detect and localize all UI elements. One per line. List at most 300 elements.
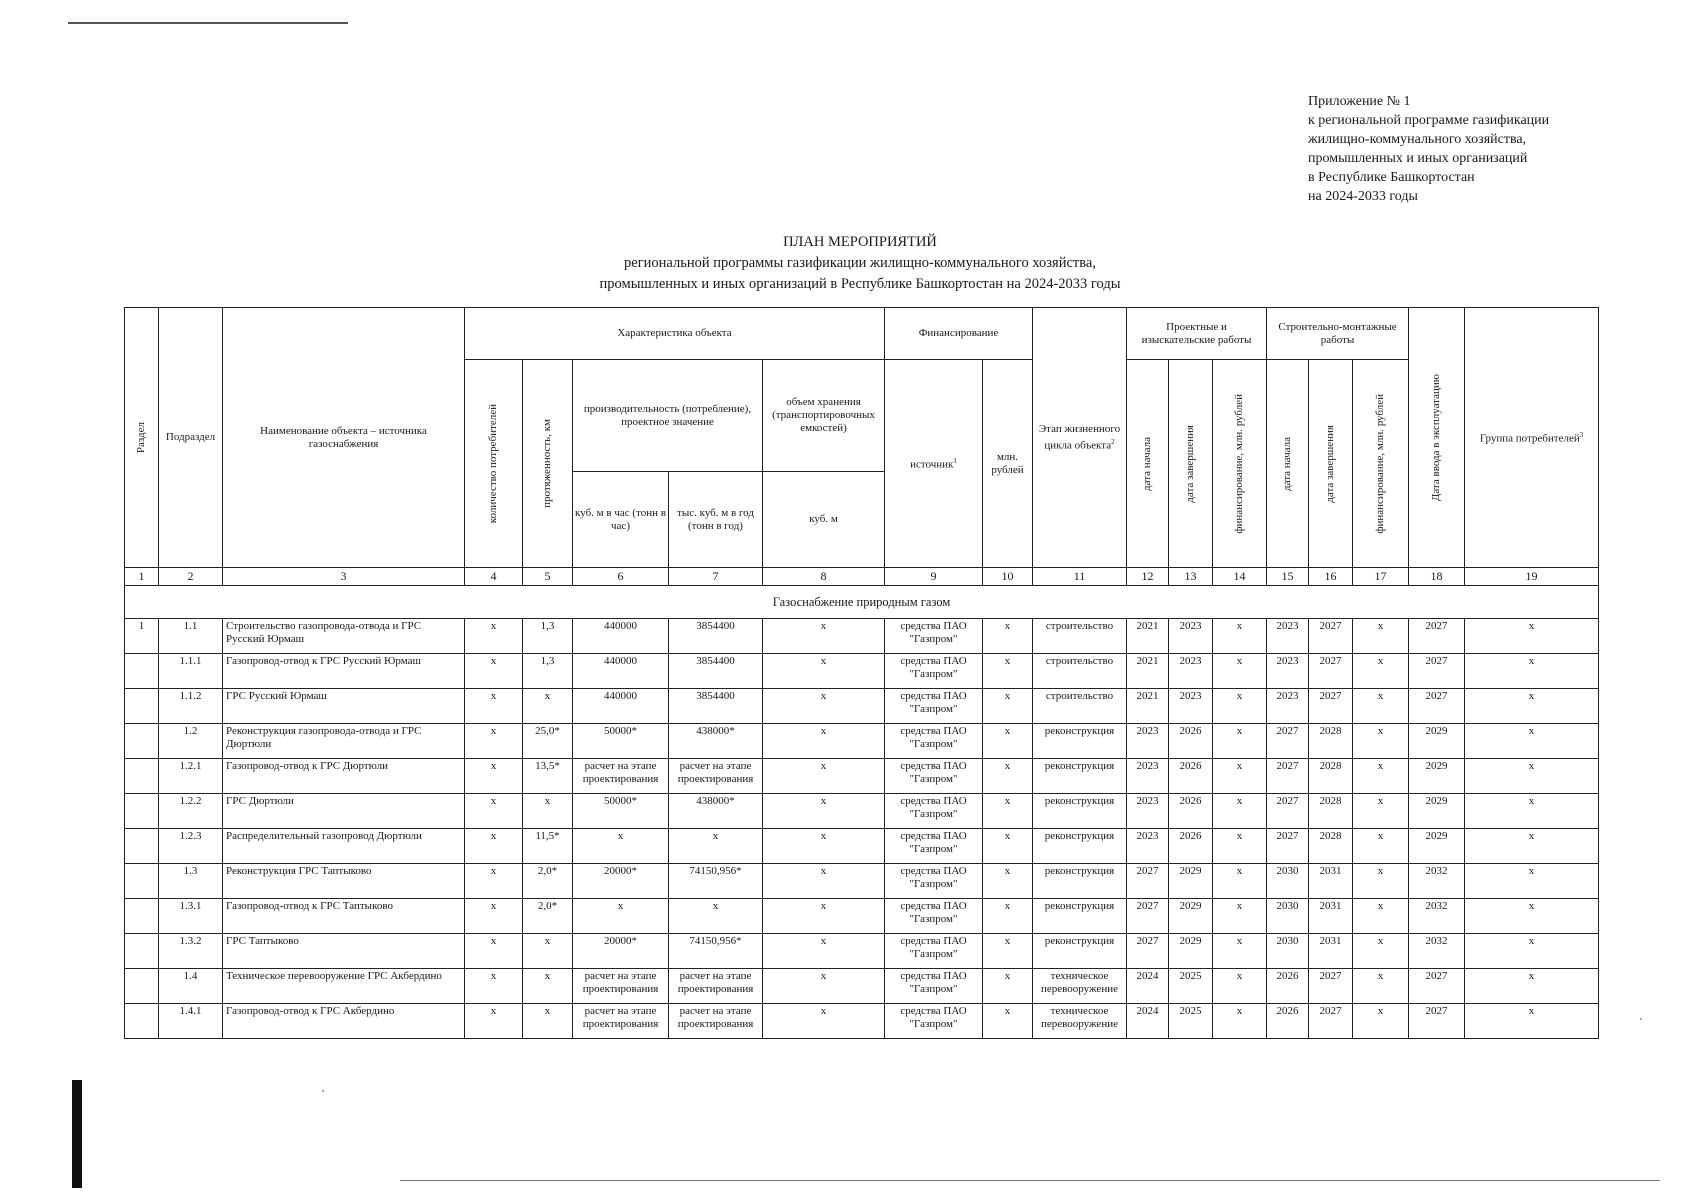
cell-design-financing: x — [1213, 934, 1267, 969]
cell-construction-start: 2026 — [1267, 969, 1309, 1004]
cell-source: средства ПАО "Газпром" — [885, 1004, 983, 1039]
cell-consumers: x — [465, 619, 523, 654]
cell-per-year: 74150,956* — [669, 864, 763, 899]
table-row — [125, 1004, 1599, 1039]
cell-source: средства ПАО "Газпром" — [885, 794, 983, 829]
cell-lifecycle: строительство — [1033, 654, 1127, 689]
header-per-year: тыс. куб. м в год (тонн в год) — [669, 472, 763, 568]
column-number: 2 — [159, 568, 223, 586]
cell-lifecycle: реконструкция — [1033, 759, 1127, 794]
cell-length: 1,3 — [523, 619, 573, 654]
cell-construction-start: 2027 — [1267, 829, 1309, 864]
cell-object-name: Газопровод-отвод к ГРС Русский Юрмаш — [223, 654, 465, 689]
cell-podrazdel: 1.2.3 — [159, 829, 223, 864]
cell-design-financing: x — [1213, 864, 1267, 899]
cell-mln-rub: x — [983, 899, 1033, 934]
cell-construction-start: 2027 — [1267, 724, 1309, 759]
cell-per-year: 74150,956* — [669, 934, 763, 969]
cell-per-hour: 20000* — [573, 934, 669, 969]
column-number: 16 — [1309, 568, 1353, 586]
column-number: 15 — [1267, 568, 1309, 586]
cell-storage: x — [763, 689, 885, 724]
cell-mln-rub: x — [983, 759, 1033, 794]
cell-razdel — [125, 969, 159, 1004]
cell-storage: x — [763, 1004, 885, 1039]
table-row — [125, 899, 1599, 934]
cell-length: 2,0* — [523, 864, 573, 899]
header-construction-works: Строительно-монтажные работы — [1267, 308, 1409, 360]
header-financing: Финансирование — [885, 308, 1033, 360]
header-design-start: дата начала — [1127, 360, 1169, 568]
cell-lifecycle: строительство — [1033, 619, 1127, 654]
cell-construction-financing: x — [1353, 619, 1409, 654]
cell-length: 1,3 — [523, 654, 573, 689]
cell-design-start: 2021 — [1127, 689, 1169, 724]
table-row — [125, 829, 1599, 864]
scan-speck — [1640, 1018, 1642, 1020]
cell-podrazdel: 1.4 — [159, 969, 223, 1004]
cell-storage: x — [763, 619, 885, 654]
column-number: 12 — [1127, 568, 1169, 586]
cell-per-year: 3854400 — [669, 619, 763, 654]
cell-construction-start: 2023 — [1267, 689, 1309, 724]
cell-design-start: 2023 — [1127, 829, 1169, 864]
cell-construction-start: 2030 — [1267, 899, 1309, 934]
header-consumer-group: Группа потребителей$^3$ — [1465, 308, 1599, 568]
cell-consumers: x — [465, 899, 523, 934]
header-podrazdel: Подраздел — [159, 308, 223, 568]
table-row — [125, 654, 1599, 689]
cell-podrazdel: 1.4.1 — [159, 1004, 223, 1039]
column-number: 11 — [1033, 568, 1127, 586]
cell-razdel — [125, 724, 159, 759]
appendix-line: в Республике Башкортостан — [1308, 170, 1475, 185]
cell-per-hour: x — [573, 829, 669, 864]
column-number: 8 — [763, 568, 885, 586]
cell-per-year: 438000* — [669, 794, 763, 829]
cell-consumer-group: x — [1465, 619, 1599, 654]
cell-construction-start: 2030 — [1267, 934, 1309, 969]
cell-per-year: расчет на этапе проектирования — [669, 759, 763, 794]
cell-length: x — [523, 1004, 573, 1039]
cell-object-name: Техническое перевооружение ГРС Акбердино — [223, 969, 465, 1004]
cell-construction-financing: x — [1353, 934, 1409, 969]
cell-design-end: 2026 — [1169, 724, 1213, 759]
table-header — [125, 308, 1599, 586]
cell-razdel — [125, 829, 159, 864]
cell-design-end: 2026 — [1169, 829, 1213, 864]
cell-storage: x — [763, 899, 885, 934]
cell-design-start: 2023 — [1127, 724, 1169, 759]
cell-construction-financing: x — [1353, 689, 1409, 724]
cell-per-year: расчет на этапе проектирования — [669, 969, 763, 1004]
header-characteristics: Характеристика объекта — [465, 308, 885, 360]
cell-lifecycle: техническое перевооружение — [1033, 1004, 1127, 1039]
table-row — [125, 969, 1599, 1004]
cell-razdel — [125, 689, 159, 724]
cell-commissioning: 2029 — [1409, 829, 1465, 864]
cell-object-name: Газопровод-отвод к ГРС Акбердино — [223, 1004, 465, 1039]
cell-design-start: 2024 — [1127, 969, 1169, 1004]
cell-razdel — [125, 654, 159, 689]
cell-object-name: Строительство газопровода-отвода и ГРС Русский Юрмаш — [223, 619, 465, 654]
cell-object-name: Распределительный газопровод Дюртюли — [223, 829, 465, 864]
cell-mln-rub: x — [983, 1004, 1033, 1039]
cell-mln-rub: x — [983, 619, 1033, 654]
cell-per-hour: расчет на этапе проектирования — [573, 759, 669, 794]
cell-commissioning: 2029 — [1409, 794, 1465, 829]
cell-podrazdel: 1.2.2 — [159, 794, 223, 829]
cell-construction-financing: x — [1353, 1004, 1409, 1039]
cell-per-hour: расчет на этапе проектирования — [573, 1004, 669, 1039]
title-line-1: ПЛАН МЕРОПРИЯТИЙ — [783, 234, 937, 250]
cell-construction-financing: x — [1353, 724, 1409, 759]
cell-storage: x — [763, 934, 885, 969]
cell-design-end: 2023 — [1169, 654, 1213, 689]
table-body — [125, 586, 1599, 1039]
cell-length: 11,5* — [523, 829, 573, 864]
title-line-3: промышленных и иных организаций в Республике Башкортостан на 2024-2033 годы — [599, 276, 1121, 292]
cell-commissioning: 2027 — [1409, 689, 1465, 724]
cell-consumer-group: x — [1465, 759, 1599, 794]
section-title: Газоснабжение природным газом — [125, 586, 1599, 619]
cell-per-year: x — [669, 899, 763, 934]
cell-storage: x — [763, 794, 885, 829]
cell-podrazdel: 1.1.2 — [159, 689, 223, 724]
header-lifecycle: Этап жизненного цикла объекта$^2$ — [1033, 308, 1127, 568]
appendix-line: жилищно-коммунального хозяйства, — [1308, 132, 1527, 147]
cell-commissioning: 2027 — [1409, 969, 1465, 1004]
cell-commissioning: 2032 — [1409, 864, 1465, 899]
table-row — [125, 689, 1599, 724]
cell-construction-financing: x — [1353, 829, 1409, 864]
cell-consumers: x — [465, 829, 523, 864]
cell-design-start: 2021 — [1127, 619, 1169, 654]
cell-design-start: 2027 — [1127, 899, 1169, 934]
cell-construction-financing: x — [1353, 759, 1409, 794]
header-per-hour: куб. м в час (тонн в час) — [573, 472, 669, 568]
cell-design-end: 2026 — [1169, 759, 1213, 794]
cell-consumer-group: x — [1465, 654, 1599, 689]
cell-lifecycle: техническое перевооружение — [1033, 969, 1127, 1004]
cell-consumers: x — [465, 654, 523, 689]
cell-mln-rub: x — [983, 934, 1033, 969]
cell-mln-rub: x — [983, 689, 1033, 724]
cell-construction-financing: x — [1353, 794, 1409, 829]
column-number: 18 — [1409, 568, 1465, 586]
cell-podrazdel: 1.3 — [159, 864, 223, 899]
cell-consumer-group: x — [1465, 969, 1599, 1004]
cell-design-financing: x — [1213, 899, 1267, 934]
cell-source: средства ПАО "Газпром" — [885, 724, 983, 759]
cell-construction-financing: x — [1353, 899, 1409, 934]
cell-construction-financing: x — [1353, 864, 1409, 899]
appendix-line: промышленных и иных организаций — [1308, 151, 1528, 166]
column-number: 7 — [669, 568, 763, 586]
cell-source: средства ПАО "Газпром" — [885, 864, 983, 899]
document-title — [450, 232, 1270, 295]
cell-storage: x — [763, 829, 885, 864]
cell-razdel: 1 — [125, 619, 159, 654]
cell-per-hour: 440000 — [573, 619, 669, 654]
cell-lifecycle: реконструкция — [1033, 724, 1127, 759]
cell-podrazdel: 1.3.1 — [159, 899, 223, 934]
cell-length: x — [523, 969, 573, 1004]
appendix-note — [1308, 92, 1608, 206]
cell-per-year: 3854400 — [669, 689, 763, 724]
cell-design-start: 2024 — [1127, 1004, 1169, 1039]
cell-construction-end: 2027 — [1309, 969, 1353, 1004]
column-number: 17 — [1353, 568, 1409, 586]
cell-source: средства ПАО "Газпром" — [885, 969, 983, 1004]
cell-design-end: 2029 — [1169, 934, 1213, 969]
cell-lifecycle: реконструкция — [1033, 829, 1127, 864]
header-storage: объем хранения (транспортировочных емкостей) — [763, 360, 885, 472]
cell-source: средства ПАО "Газпром" — [885, 829, 983, 864]
cell-per-hour: 440000 — [573, 654, 669, 689]
column-number-row — [125, 568, 1599, 586]
cell-consumers: x — [465, 1004, 523, 1039]
cell-per-year: 3854400 — [669, 654, 763, 689]
cell-construction-end: 2027 — [1309, 654, 1353, 689]
cell-design-end: 2023 — [1169, 619, 1213, 654]
header-mln-rub: млн. рублей — [983, 360, 1033, 568]
cell-consumers: x — [465, 864, 523, 899]
appendix-line: Приложение № 1 — [1308, 94, 1411, 109]
cell-consumer-group: x — [1465, 689, 1599, 724]
cell-construction-end: 2031 — [1309, 934, 1353, 969]
cell-construction-start: 2023 — [1267, 654, 1309, 689]
cell-construction-end: 2028 — [1309, 724, 1353, 759]
cell-design-financing: x — [1213, 794, 1267, 829]
cell-design-start: 2027 — [1127, 864, 1169, 899]
cell-design-end: 2029 — [1169, 899, 1213, 934]
column-number: 13 — [1169, 568, 1213, 586]
cell-source: средства ПАО "Газпром" — [885, 689, 983, 724]
cell-design-start: 2023 — [1127, 794, 1169, 829]
cell-storage: x — [763, 724, 885, 759]
cell-construction-end: 2031 — [1309, 864, 1353, 899]
cell-consumers: x — [465, 934, 523, 969]
cell-design-financing: x — [1213, 829, 1267, 864]
cell-object-name: ГРС Дюртюли — [223, 794, 465, 829]
cell-podrazdel: 1.3.2 — [159, 934, 223, 969]
cell-construction-end: 2028 — [1309, 794, 1353, 829]
cell-consumer-group: x — [1465, 934, 1599, 969]
header-source: источник$^1$ — [885, 360, 983, 568]
cell-design-start: 2027 — [1127, 934, 1169, 969]
column-number: 9 — [885, 568, 983, 586]
cell-consumer-group: x — [1465, 724, 1599, 759]
cell-per-hour: 50000* — [573, 724, 669, 759]
cell-design-end: 2025 — [1169, 1004, 1213, 1039]
cell-design-financing: x — [1213, 724, 1267, 759]
cell-length: 2,0* — [523, 899, 573, 934]
cell-construction-end: 2028 — [1309, 829, 1353, 864]
cell-mln-rub: x — [983, 864, 1033, 899]
cell-razdel — [125, 934, 159, 969]
cell-commissioning: 2032 — [1409, 899, 1465, 934]
cell-mln-rub: x — [983, 969, 1033, 1004]
scan-artifact-left — [72, 1080, 82, 1188]
cell-razdel — [125, 759, 159, 794]
cell-per-year: x — [669, 829, 763, 864]
section-row — [125, 586, 1599, 619]
cell-object-name: Газопровод-отвод к ГРС Таптыково — [223, 899, 465, 934]
cell-storage: x — [763, 969, 885, 1004]
cell-per-hour: x — [573, 899, 669, 934]
cell-construction-start: 2023 — [1267, 619, 1309, 654]
column-number: 5 — [523, 568, 573, 586]
column-number: 14 — [1213, 568, 1267, 586]
cell-design-start: 2021 — [1127, 654, 1169, 689]
cell-storage: x — [763, 759, 885, 794]
cell-consumers: x — [465, 759, 523, 794]
header-length: протяженность, км — [523, 360, 573, 568]
column-number: 10 — [983, 568, 1033, 586]
cell-construction-start: 2030 — [1267, 864, 1309, 899]
cell-design-start: 2023 — [1127, 759, 1169, 794]
cell-lifecycle: реконструкция — [1033, 934, 1127, 969]
cell-podrazdel: 1.2 — [159, 724, 223, 759]
cell-construction-start: 2026 — [1267, 1004, 1309, 1039]
header-cubic-m: куб. м — [763, 472, 885, 568]
cell-consumers: x — [465, 689, 523, 724]
cell-consumers: x — [465, 969, 523, 1004]
cell-commissioning: 2027 — [1409, 1004, 1465, 1039]
cell-construction-end: 2031 — [1309, 899, 1353, 934]
scan-artifact-top — [68, 22, 348, 24]
cell-design-financing: x — [1213, 1004, 1267, 1039]
cell-commissioning: 2029 — [1409, 724, 1465, 759]
header-razdel: Раздел — [125, 308, 159, 568]
cell-length: 13,5* — [523, 759, 573, 794]
title-line-2: региональной программы газификации жилищно-коммунального хозяйства, — [624, 255, 1096, 271]
cell-construction-start: 2027 — [1267, 759, 1309, 794]
cell-commissioning: 2027 — [1409, 619, 1465, 654]
cell-source: средства ПАО "Газпром" — [885, 654, 983, 689]
column-number: 19 — [1465, 568, 1599, 586]
cell-consumer-group: x — [1465, 1004, 1599, 1039]
cell-per-year: 438000* — [669, 724, 763, 759]
cell-per-hour: 20000* — [573, 864, 669, 899]
header-commissioning: Дата ввода в эксплуатацию — [1409, 308, 1465, 568]
cell-consumers: x — [465, 794, 523, 829]
cell-design-end: 2023 — [1169, 689, 1213, 724]
cell-per-hour: 440000 — [573, 689, 669, 724]
table-row — [125, 934, 1599, 969]
cell-podrazdel: 1.1 — [159, 619, 223, 654]
cell-design-end: 2026 — [1169, 794, 1213, 829]
cell-per-hour: расчет на этапе проектирования — [573, 969, 669, 1004]
cell-razdel — [125, 794, 159, 829]
cell-podrazdel: 1.2.1 — [159, 759, 223, 794]
cell-commissioning: 2027 — [1409, 654, 1465, 689]
cell-consumer-group: x — [1465, 794, 1599, 829]
cell-lifecycle: реконструкция — [1033, 899, 1127, 934]
cell-razdel — [125, 899, 159, 934]
appendix-line: к региональной программе газификации — [1308, 113, 1550, 128]
cell-storage: x — [763, 654, 885, 689]
cell-source: средства ПАО "Газпром" — [885, 934, 983, 969]
column-number: 4 — [465, 568, 523, 586]
table-row — [125, 619, 1599, 654]
column-number: 6 — [573, 568, 669, 586]
cell-construction-end: 2027 — [1309, 689, 1353, 724]
cell-lifecycle: реконструкция — [1033, 794, 1127, 829]
cell-razdel — [125, 864, 159, 899]
table-row — [125, 864, 1599, 899]
column-number: 1 — [125, 568, 159, 586]
cell-commissioning: 2032 — [1409, 934, 1465, 969]
cell-consumers: x — [465, 724, 523, 759]
cell-object-name: Газопровод-отвод к ГРС Дюртюли — [223, 759, 465, 794]
header-design-works: Проектные и изыскательские работы — [1127, 308, 1267, 360]
cell-construction-financing: x — [1353, 654, 1409, 689]
header-design-financing: финансирование, млн. рублей — [1213, 360, 1267, 568]
table-row — [125, 794, 1599, 829]
cell-design-financing: x — [1213, 689, 1267, 724]
cell-object-name: Реконструкция газопровода-отвода и ГРС Дюртюли — [223, 724, 465, 759]
cell-length: x — [523, 794, 573, 829]
header-object-name: Наименование объекта – источника газоснабжения — [223, 308, 465, 568]
cell-design-end: 2025 — [1169, 969, 1213, 1004]
cell-mln-rub: x — [983, 794, 1033, 829]
header-construction-financing: финансирование, млн. рублей — [1353, 360, 1409, 568]
column-number: 3 — [223, 568, 465, 586]
cell-mln-rub: x — [983, 724, 1033, 759]
cell-mln-rub: x — [983, 829, 1033, 864]
cell-length: 25,0* — [523, 724, 573, 759]
cell-mln-rub: x — [983, 654, 1033, 689]
cell-podrazdel: 1.1.1 — [159, 654, 223, 689]
cell-per-year: расчет на этапе проектирования — [669, 1004, 763, 1039]
cell-length: x — [523, 934, 573, 969]
cell-design-end: 2029 — [1169, 864, 1213, 899]
cell-object-name: ГРС Таптыково — [223, 934, 465, 969]
cell-design-financing: x — [1213, 654, 1267, 689]
cell-design-financing: x — [1213, 969, 1267, 1004]
header-construction-start: дата начала — [1267, 360, 1309, 568]
cell-consumer-group: x — [1465, 864, 1599, 899]
cell-per-hour: 50000* — [573, 794, 669, 829]
table-row — [125, 724, 1599, 759]
cell-construction-start: 2027 — [1267, 794, 1309, 829]
cell-source: средства ПАО "Газпром" — [885, 619, 983, 654]
activity-plan-table — [124, 307, 1599, 1039]
header-design-end: дата завершения — [1169, 360, 1213, 568]
cell-construction-financing: x — [1353, 969, 1409, 1004]
table-row — [125, 759, 1599, 794]
cell-construction-end: 2027 — [1309, 619, 1353, 654]
cell-consumer-group: x — [1465, 829, 1599, 864]
scan-speck — [322, 1090, 324, 1092]
cell-lifecycle: реконструкция — [1033, 864, 1127, 899]
cell-construction-end: 2028 — [1309, 759, 1353, 794]
cell-object-name: Реконструкция ГРС Таптыково — [223, 864, 465, 899]
cell-consumer-group: x — [1465, 899, 1599, 934]
cell-design-financing: x — [1213, 759, 1267, 794]
cell-razdel — [125, 1004, 159, 1039]
header-productivity: производительность (потребление), проектное значение — [573, 360, 763, 472]
cell-construction-end: 2027 — [1309, 1004, 1353, 1039]
cell-storage: x — [763, 864, 885, 899]
cell-design-financing: x — [1213, 619, 1267, 654]
scan-artifact-bottom — [400, 1180, 1660, 1181]
appendix-line: на 2024-2033 годы — [1308, 189, 1418, 204]
cell-source: средства ПАО "Газпром" — [885, 759, 983, 794]
cell-source: средства ПАО "Газпром" — [885, 899, 983, 934]
